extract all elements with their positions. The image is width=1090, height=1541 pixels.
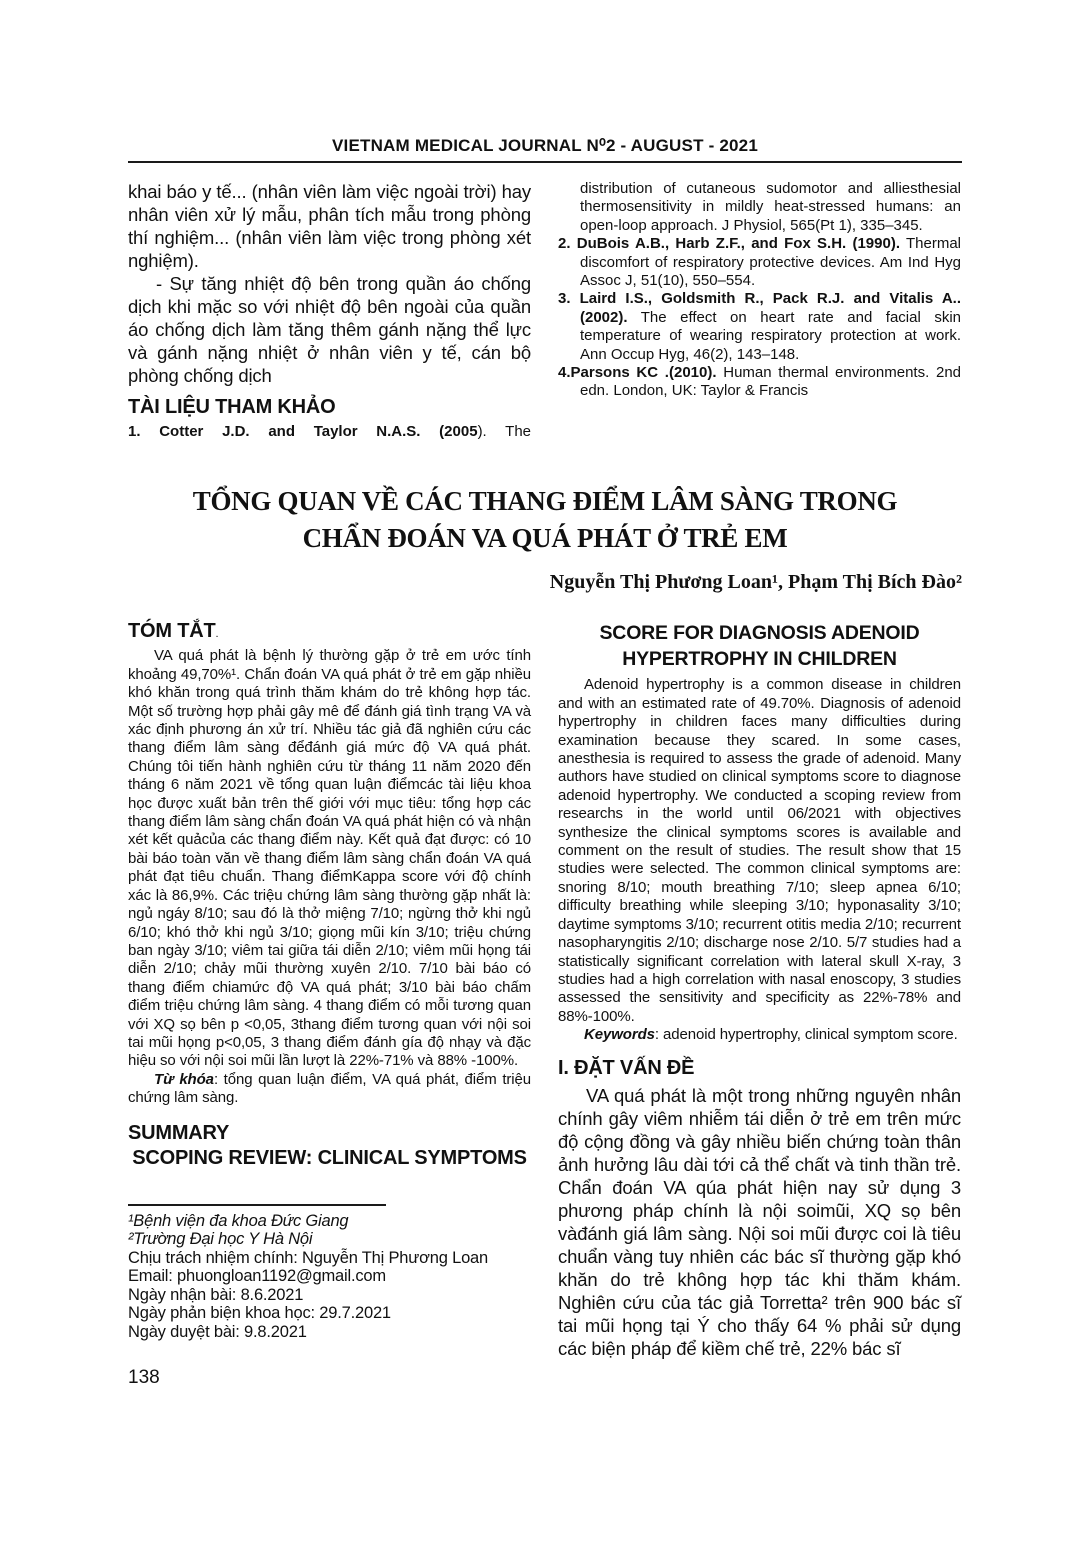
received-date: Ngày nhận bài: 8.6.2021 (128, 1285, 304, 1304)
paragraph: - Sự tăng nhiệt độ bên trong quần áo chống dịch khi mặc so với nhiệt độ bên ngoài của quần áo chống dịch làm tăng thêm gánh nặng thể lực và gánh nặng nhiệt ở nhân viên y tế, cán bộ phòng chống dịch (128, 273, 531, 386)
article-body (128, 620, 962, 1389)
abstract-heading: TÓM TẮT. (128, 620, 219, 643)
introduction-text: VA quá phát là một trong những nguyên nhân chính gây viêm nhiễm tái diễn ở trẻ em trên mức độ cộng đồng và gây nhiều biến chứng toàn thân ảnh hưởng lâu dài tới cả thể chất và tinh thần trẻ. Chẩn đoán VA qúa phát hiện nay sử dụng 3 phương pháp chính là nội soimũi, XQ sọ bên vàđánh giá lâm sàng. Nội soi mũi được coi là tiêu chuẩn vàng tuy nhiên các bác sĩ thường gặp khó khăn do trẻ không hợp tác khi thăm khám. Nghiên cứu của tác giả Torretta² trên 900 bác sĩ tai mũi họng tại Ý cho thấy 64 % phải sử dụng các biện pháp để kiềm chế trẻ, 22% bác sĩ (558, 1084, 961, 1359)
reference-item-continuation: distribution of cutaneous sudomotor and alliesthesial thermosensitivity in mildly heat-stressed humans: an open-loop approach. J Physiol, 565(Pt 1), 335–345. (580, 180, 961, 234)
reference-authors: 4.Parsons KC .(2010). (558, 364, 717, 382)
abstract-text: VA quá phát là bệnh lý thường gặp ở trẻ em ước tính khoảng 49,70%¹. Chẩn đoán VA quá phát ở trẻ em gặp nhiều khó khăn trong quá trình thăm khám do trẻ không hợp tác. Một số trường hợp phải gây mê để đánh giá tình trạng VA và xác định phương án xử trí. Nhiều tác giả đã nghiên cứu các thang điểm lâm sàng đểđánh giá mức độ VA quá phát. Chúng tôi tiến hành nghiên cứu từ tháng 11 năm 2020 đến tháng 6 năm 2021 về tổng quan luận điểmcác tài liệu khoa học được xuất bản trên thế giới với mục tiêu: tổng hợp các thang điểm lâm sàng chẩn đoán VA quá phát hiện có và nhận xét kết quảcủa các thang điểm này. Kết quả đạt được: có 10 bài báo toàn văn về thang điểm lâm sàng chẩn đoán VA quá phát đạt tiêu chuẩn. Thang điểmKappa score với độ chính xác là 86,9%. Các triệu chứng lâm sàng thường gặp nhất là: ngủ ngáy 8/10; sau đó là thở miệng 7/10; ngừng thở khi ngủ 6/10; khó thở khi ngủ 3/10; giọng mũi kín 3/10; triệu chứng ban ngày 3/10; viêm tai giữa tái diễn 2/10; viêm mũi họng tái diễn 2/10; chảy mũi thường xuyên 2/10. 7/10 bài báo có thang điểm chiamức độ VA quá phát; 3/10 bài báo chấm điểm triệu chứng lâm sàng. 4 thang điểm có mỗi tương quan với XQ sọ bên p <0,05, 3thang điểm tương quan với nội soi tai mũi họng p<0,05, 3 thang điểm đánh gía độ nhạy và đặc hiệu so với nội soi mũi lần lượt là 22%-71% và 88% -100%. (128, 647, 531, 1070)
summary-text: Adenoid hypertrophy is a common disease in children and with an estimated rate of 49.70%. Diagnosis of adenoid hypertrophy in children faces many difficulties during examination because they scared. In some cases, anesthesia is required to assess the grade of adenoid. Many authors have studied on clinical symptoms score to diagnose adenoid hypertrophy. We conducted a scoping review from researchs in the world until 06/2021 with objectives synthesize the clinical symptoms scores is available and comment on the result of studies. The result show that 15 studies were selected. The common clinical symptoms are: snoring 8/10; mouth breathing 7/10; sleep apnea 6/10; difficulty breathing while sleeping 3/10; hyponasality 3/10; daytime symptoms 3/10; recurrent otitis media 2/10; recurrent nasopharyngitis 2/10; discharge nose 2/10. 5/7 studies had a statistically significant correlation with lateral skull X-ray, 3 studies had a high correlation with nasal enoscopy, 3 studies assessed the sensitivity and specificity as 22%-78% and 88%-100%. (558, 676, 961, 1025)
page-number: 138 (128, 1367, 160, 1389)
keywords-label: Keywords (584, 1026, 655, 1044)
footnote-rule (128, 1204, 386, 1206)
journal-header (128, 136, 962, 163)
reviewed-date: Ngày phản biện khoa học: 29.7.2021 (128, 1304, 391, 1323)
article-title-line1: TỔNG QUAN VỀ CÁC THANG ĐIỂM LÂM SÀNG TRONG (192, 486, 898, 517)
footnote-block (128, 1204, 531, 1342)
right-column-main (558, 620, 961, 1389)
left-column-top (128, 180, 531, 441)
article-title (128, 483, 962, 557)
summary-subheading: SCOPING REVIEW: CLINICAL SYMPTOMS (132, 1146, 527, 1169)
summary-heading: SUMMARY (128, 1121, 230, 1144)
article-authors: Nguyễn Thị Phương Loan¹, Phạm Thị Bích Đào² (549, 571, 962, 594)
paragraph: khai báo y tế... (nhân viên làm việc ngoài trời) hay nhân viên xử lý mẫu, phân tích mẫu trong phòng thí nghiệm... (nhân viên làm việc trong phòng xét nghiệm). (128, 181, 531, 271)
left-column-main (128, 620, 531, 1389)
references-heading: TÀI LIỆU THAM KHẢO (128, 396, 336, 418)
summary-subheading-continuation: SCORE FOR DIAGNOSIS ADENOID HYPERTROPHY IN CHILDREN (599, 622, 920, 671)
reference-item: 4.Parsons KC .(2010). Human thermal environments. 2nd edn. London, UK: Taylor & Francis (558, 364, 962, 400)
corresponding-author: Chịu trách nhiệm chính: Nguyễn Thị Phương Loan (128, 1248, 488, 1267)
article-title-line2: CHẨN ĐOÁN VA QUÁ PHÁT Ở TRẺ EM (302, 523, 788, 554)
reference-item: 3. Laird I.S., Goldsmith R., Pack R.J. and Vitalis A.. (2002). The effect on heart rate and facial skin temperature of wearing respiratory protection at work. Ann Occup Hyg, 46(2), 143–148. (558, 290, 961, 363)
reference-authors: 3. Laird I.S., Goldsmith R., Pack R.J. and Vitalis A.. (2002). (558, 290, 961, 326)
reference-authors: 1. Cotter J.D. and Taylor N.A.S. (2005 (128, 423, 478, 440)
keywords-label: Từ khóa (154, 1070, 214, 1088)
previous-article-tail (128, 180, 962, 441)
affiliation-1: ¹Bệnh viện đa khoa Đức Giang (128, 1211, 349, 1230)
keywords-line: Keywords: adenoid hypertrophy, clinical symptom score. (584, 1026, 958, 1044)
affiliation-2: ²Trường Đại học Y Hà Nội (128, 1230, 313, 1249)
reference-authors: 2. DuBois A.B., Harb Z.F., and Fox S.H. (1990). (558, 235, 900, 253)
right-column-top (558, 180, 961, 441)
journal-title: VIETNAM MEDICAL JOURNAL N⁰2 - AUGUST - 2021 (332, 136, 758, 155)
email-line: Email: phuongloan1192@gmail.com (128, 1267, 386, 1286)
accepted-date: Ngày duyệt bài: 9.8.2021 (128, 1322, 307, 1341)
introduction-heading: I. ĐẶT VẤN ĐỀ (558, 1056, 695, 1079)
keywords-line: Từ khóa: tổng quan luận điểm, VA quá phát, điểm triệu chứng lâm sàng. (128, 1070, 531, 1107)
reference-item: 2. DuBois A.B., Harb Z.F., and Fox S.H. (1990). Thermal discomfort of respiratory protective devices. Am Ind Hyg Assoc J, 51(10), 550–554. (558, 235, 961, 290)
reference-item-start: 1. Cotter J.D. and Taylor N.A.S. (2005). The (128, 423, 532, 440)
